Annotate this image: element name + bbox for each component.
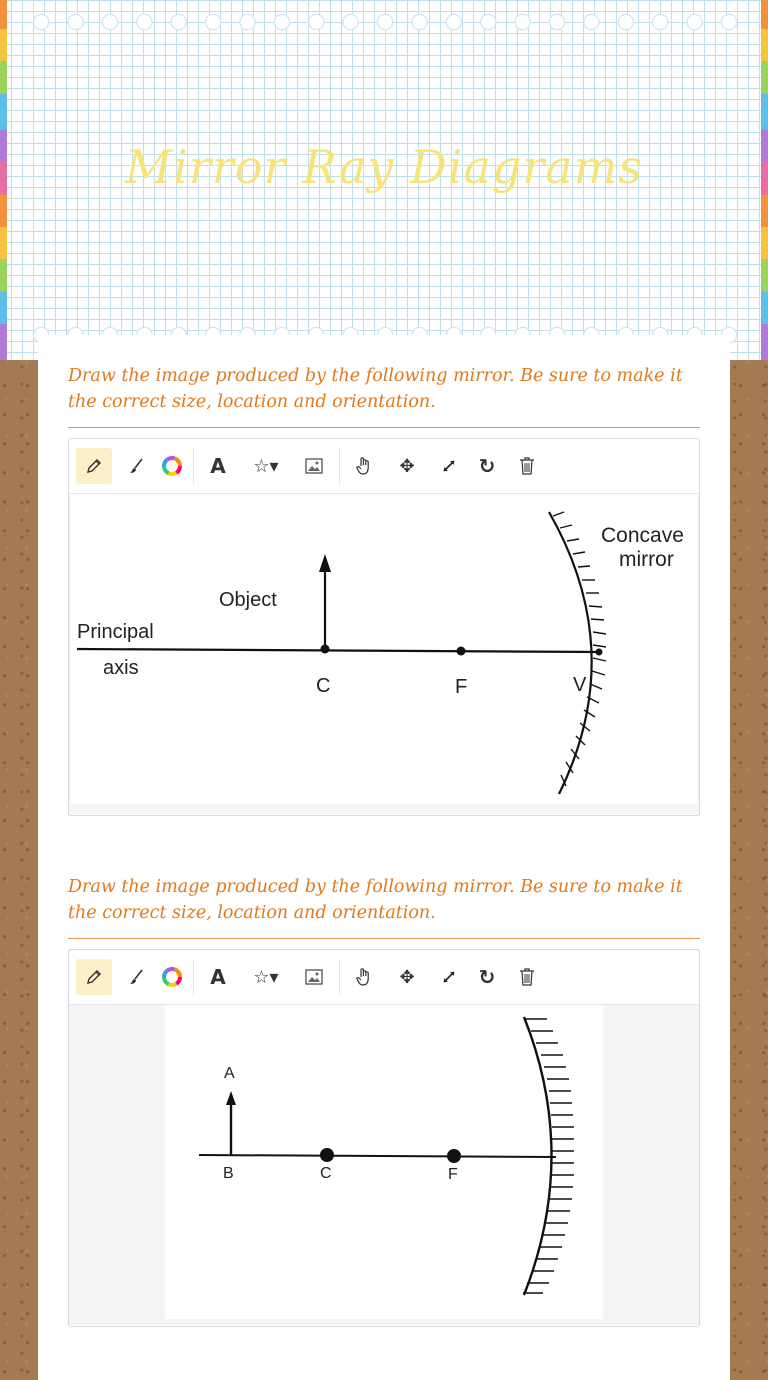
image-icon[interactable] [296, 959, 332, 995]
stamp-star-icon[interactable]: ☆▾ [253, 455, 279, 477]
question-1-prompt: Draw the image produced by the following mirror. Be sure to make it the correct size, location and orientation. [68, 366, 683, 412]
drawing-canvas-2[interactable] [69, 1005, 699, 1325]
point-c [320, 1148, 334, 1162]
image-icon[interactable] [296, 448, 332, 484]
label-axis: axis [103, 657, 139, 679]
drawing-toolbar-2 [69, 950, 699, 1005]
label-f: F [455, 676, 468, 698]
drawing-widget-2 [68, 949, 700, 1327]
brush-icon[interactable] [119, 959, 155, 995]
header-banner [0, 0, 768, 360]
drawing-toolbar-1 [69, 439, 699, 494]
point-f [447, 1149, 461, 1163]
label-b: B [223, 1165, 234, 1182]
toolbar-separator [339, 448, 340, 484]
trash-icon[interactable] [509, 448, 545, 484]
label-concave: Concave [601, 524, 684, 547]
text-icon[interactable]: A [210, 965, 226, 989]
label-principal: Principal [77, 621, 154, 643]
label-c: C [320, 1165, 332, 1182]
concave-mirror-diagram [69, 494, 697, 814]
binder-holes-top [24, 13, 744, 31]
question-1-divider [68, 427, 700, 428]
toolbar-separator [193, 448, 194, 484]
stamp-star-icon[interactable]: ☆▾ [253, 966, 279, 988]
label-f: F [448, 1166, 458, 1183]
label-c: C [316, 675, 331, 697]
toolbar-separator [193, 959, 194, 995]
pencil-icon[interactable] [76, 959, 112, 995]
resize-icon[interactable] [431, 448, 467, 484]
brush-icon[interactable] [119, 448, 155, 484]
point-f [457, 647, 466, 656]
question-2-prompt: Draw the image produced by the following mirror. Be sure to make it the correct size, location and orientation. [68, 877, 683, 923]
page-title: Mirror Ray Diagrams [125, 140, 643, 194]
rotate-icon[interactable]: ↻ [478, 454, 496, 478]
rotate-icon[interactable]: ↻ [478, 965, 496, 989]
question-2-divider [68, 938, 700, 939]
drawing-widget-1 [68, 438, 700, 816]
move-icon[interactable]: ✥ [399, 966, 415, 988]
point-v [596, 649, 603, 656]
drawing-canvas-1[interactable] [69, 494, 699, 814]
convex-mirror-diagram [69, 1005, 697, 1325]
label-mirror: mirror [619, 548, 674, 571]
hand-icon[interactable] [346, 448, 382, 484]
resize-icon[interactable] [431, 959, 467, 995]
toolbar-separator [339, 959, 340, 995]
label-a: A [224, 1065, 235, 1082]
color-wheel-icon[interactable] [154, 959, 190, 995]
trash-icon[interactable] [509, 959, 545, 995]
move-icon[interactable]: ✥ [399, 455, 415, 477]
hand-icon[interactable] [346, 959, 382, 995]
text-icon[interactable]: A [210, 454, 226, 478]
pencil-icon[interactable] [76, 448, 112, 484]
label-object: Object [219, 589, 277, 611]
color-wheel-icon[interactable] [154, 448, 190, 484]
point-c [321, 645, 330, 654]
label-v: V [573, 674, 587, 696]
